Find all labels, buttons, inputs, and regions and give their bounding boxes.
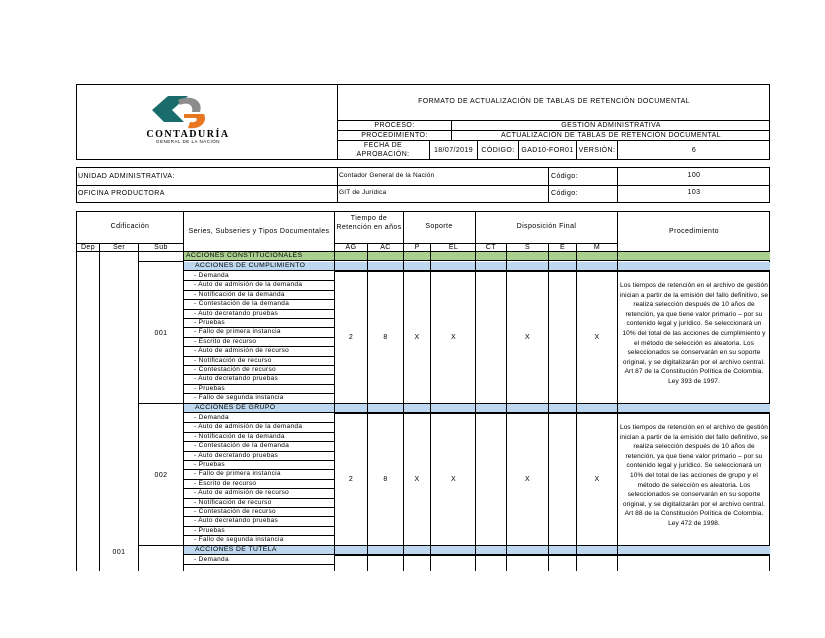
vline-p [430,243,431,571]
ser-top-line [138,261,183,262]
unidad-value: Contador General de la Nación [339,172,435,179]
sub2-m: X [594,476,600,483]
sub1-m: X [594,334,600,341]
sub2-ac: 8 [383,476,388,483]
document-type-item: - Notificación de recurso [194,498,272,506]
sub2-bottom-line [138,545,183,546]
document-type-item: - Auto de admisión de la demanda [194,423,303,431]
document-type-item: - Pruebas [194,526,225,534]
ser-code: 001 [112,549,126,556]
document-type-item: - Auto decretando pruebas [194,451,279,459]
col-sub: Sub [154,244,168,251]
sub2-el: X [450,476,457,483]
version-label: VERSIÓN: [578,147,616,154]
col-s: S [524,244,531,251]
document-type-item: - Pruebas [194,384,225,392]
vline-s [548,243,549,571]
document-type-item: - Fallo de segunda instancia [194,394,284,402]
sub1-values-top [334,271,770,272]
sub1-ag: 2 [348,334,354,341]
row-separator [183,545,334,546]
col-p: P [414,244,420,251]
sub2-p: X [414,476,420,483]
subseries-title-1: ACCIONES DE CUMPLIMIENTO [195,262,306,269]
col-ser: Ser [112,244,126,251]
col-e: E [559,244,566,251]
sub-code-1: 001 [154,330,168,337]
vline-series [334,211,335,571]
sub1-s: X [524,334,531,341]
vline-dep [99,243,100,571]
sub3-values-top [334,555,770,556]
info-divider-1 [337,167,338,203]
sub1-procedure: Los tiempos de retención en el archivo de gestión inician a partir de la emisión del fallo definitivo, se realiza selección después de 10 años de retención, ya que tiene valor primario – por su contenido legal y jurídico. Se seleccionará un 10% del total de las acciones de cumplimiento y el método de selección es aleatoria. Los seleccionados se conservarán en su soporte original, y se digitalizarán por el archivo central. Art 87 de la Constitución Política de Colombia. Ley 393 de 1997. [619,282,769,385]
vline-ct [506,243,507,571]
form-title: FORMATO DE ACTUALIZACIÓN DE TABLAS DE RETENCIÓN DOCUMENTAL [418,98,690,105]
vline-e [576,243,577,571]
info-mid-line [76,185,770,186]
col-series: Series, Subseries y Tipos Documentales [188,228,330,235]
document-type-item: - Fallo de segunda instancia [194,536,284,544]
document-type-item: - Demanda [194,272,229,279]
subseries-title-3: ACCIONES DE TUTELA [195,546,277,553]
col-el: EL [448,244,459,251]
vline-m [617,211,618,571]
series-title: ACCIONES CONSTITUCIONALES [186,252,303,259]
sub1-p: X [414,334,420,341]
document-type-item: - Auto decretando pruebas [194,375,279,383]
sub2-procedure: Los tiempos de retención en el archivo de gestión inician a partir de la emisión del fallo definitivo, se realiza selección después de 10 años de retención, ya que tiene valor primario – por su contenido legal y jurídico. Se seleccionará un 10% del total de las acciones de grupo y el método de selección es aleatoria. Los seleccionados se conservarán en su soporte original, y se digitalizarán por el archivo central. Art 88 de la Constitución Política de Colombia. Ley 472 de 1998. [619,424,769,527]
document-type-item: - Demanda [194,556,229,563]
fecha-label: FECHA DE APROBACIÓN: [356,142,410,158]
document-type-item: - Auto decretando pruebas [194,309,279,317]
document-type-item: - Contestación de recurso [194,508,276,515]
vline-ag [367,243,368,571]
col-ag: AG [345,244,357,251]
proceso-top-line [337,120,770,121]
document-type-item: - Auto de admisión de recurso [194,489,290,497]
vline-ser [138,243,139,571]
proceso-value: GESTIÓN ADMINISTRATIVA [561,122,661,129]
document-type-item: - Auto de admisión de recurso [194,347,290,355]
document-type-item: - Fallo de primera instancia [194,470,281,478]
unidad-label: UNIDAD ADMINISTRATIVA: [78,173,175,180]
document-type-item: - Escrito de recurso [194,337,257,345]
document-type-item: - Auto decretando pruebas [194,517,279,525]
row-separator [183,403,334,404]
logo-name: CONTADURÍA [146,129,230,140]
logo-subtitle: GENERAL DE LA NACIÓN [155,139,221,144]
sub2-values-top [334,413,770,414]
oficina-label: OFICINA PRODUCTORA [78,190,165,197]
col-ac: AC [380,244,391,251]
document-type-item: - Contestación de la demanda [194,442,290,450]
col-m: M [593,244,601,251]
document-type-item: - Fallo de primera instancia [194,328,281,336]
codigo-label: CÓDIGO: [481,147,515,154]
info-divider-2 [548,167,549,203]
subseries-title-2: ACCIONES DE GRUPO [195,404,276,411]
codigo-value: GAD10-FOR01 [521,147,574,154]
col-dep: Dep [80,244,96,251]
procedimiento-value: ACTUALIZACIÓN DE TABLAS DE RETENCIÓN DOCUMENTAL [501,132,721,139]
proceso-label: PROCESO: [374,122,415,129]
document-type-item: - Notificación de la demanda [194,432,285,440]
unidad-codigo-label: Código: [551,173,578,180]
sub-code-2: 002 [154,472,168,479]
col-soporte: Soporte [425,223,453,230]
vline-ac [403,211,404,571]
sub1-bottom-line [138,403,183,404]
col-ct: CT [485,244,497,251]
sub2-s: X [524,476,531,483]
document-type-item: - Demanda [194,414,229,421]
oficina-codigo-value: 103 [687,189,701,196]
fecha-value: 18/07/2019 [433,147,474,154]
document-type-item: - Notificación de la demanda [194,290,285,298]
procedimiento-label: PROCEDIMIENTO: [361,132,428,139]
col-disposicion: Disposición Final [516,223,577,230]
document-type-item: - Escrito de recurso [194,479,257,487]
oficina-codigo-label: Código: [551,190,578,197]
document-type-item: - Notificación de recurso [194,356,272,364]
document-type-item: - Contestación de la demanda [194,300,290,308]
col-tiempo: Tiempo de Retención en años [336,215,402,231]
vline-el [475,211,476,571]
document-type-item: - Auto de admisión de la demanda [194,281,303,289]
document-type-item: - Pruebas [194,319,225,326]
document-type-item: - Pruebas [194,461,225,468]
sub1-ac: 8 [383,334,388,341]
unidad-codigo-value: 100 [687,172,701,179]
oficina-value: GIT de Jurídica [339,189,387,196]
row-separator [183,564,334,565]
version-value: 6 [691,147,697,154]
procedimiento-top-line [337,130,770,131]
col-procedimiento: Procedimiento [669,228,719,235]
sub1-el: X [450,334,457,341]
sub2-ag: 2 [348,476,354,483]
document-type-item: - Contestación de recurso [194,366,276,373]
col-codificacion: Cdificación [110,223,150,230]
